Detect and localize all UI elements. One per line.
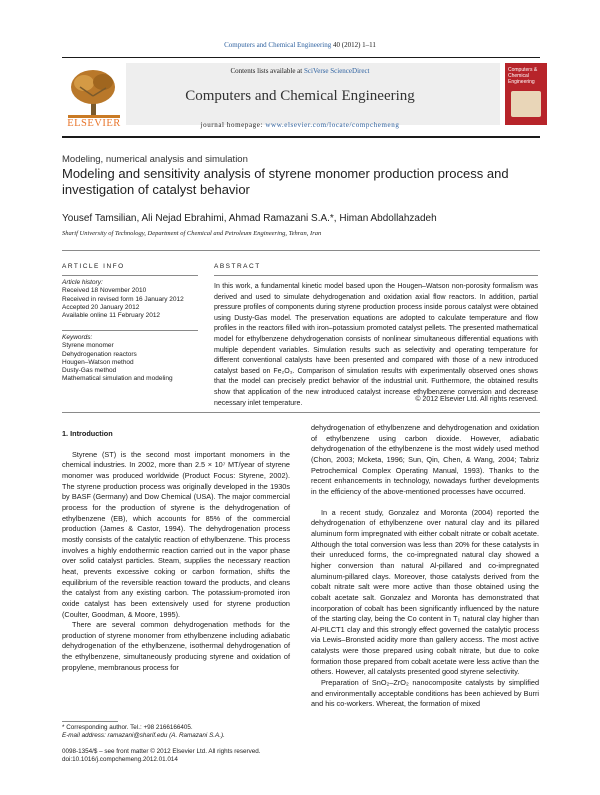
journal-cover[interactable] <box>505 63 547 125</box>
abstract-bottom-rule <box>62 412 540 413</box>
article-title <box>62 166 542 198</box>
intro-left-column <box>62 429 290 673</box>
paragraph: In a recent study, Gonzalez and Moronta (2004) reported the dehydrogenation of ethylbenzene over natural clay and its pillared aluminum form impregnated with either cobalt nitrate or cobalt acetate. Although the total conversion was less than 20% for these catalysts in their unreduced forms, the co-impregnated natural clay showed a higher conversion than natural Al-pillared and co-impregnated aluminum-pillared clays. Moreover, those catalysts derived from the cobalt nitrate salt were more active than those obtained using the cobalt acetate salt. Gonzalez and Moronta has demonstrated that incorporation of cobalt has been significantly influenced by the nature of the starting clay, being the Co content in T₁ natural clay higher than Al-PILCT1 clay and this strongly effect governed the catalytic process via Lewis–Bronsted acidity more than gallery access. The most active catalysts were those prepared using cobalt nitrate, but due to coke formation those prepared from cobalt acetate were less active than the others. However, all catalysts presented good styrene selectivity. <box>311 507 539 677</box>
article-info-heading: ARTICLE INFO <box>62 263 125 270</box>
paragraph: Preparation of SnO₂–ZrO₂ nanocomposite catalysts by simplified and environmentally acceptable conditions has been achieved by Burri and his co-workers. Whereat, the formation of mixed <box>311 678 539 709</box>
citation-volume: 40 (2012) 1–11 <box>331 41 376 49</box>
homepage-prefix: journal homepage: <box>200 121 266 129</box>
keyword-item: Dehydrogenation reactors <box>62 350 137 358</box>
sciencedirect-link[interactable]: SciVerse ScienceDirect <box>304 67 370 75</box>
elsevier-wordmark: ELSEVIER <box>67 118 121 129</box>
header-rule-bottom <box>62 136 540 138</box>
journal-title: Computers and Chemical Engineering <box>185 88 415 104</box>
title-line-2: investigation of catalyst behavior <box>62 182 250 197</box>
paragraph: dehydrogenation of ethylbenzene and dehydrogenation and oxidation of ethylbenzene using carbon dioxide. However, adiabatic dehydrogenation of the ethylbenzene is the most widely used method (Chon, 2003; Mcketa, 1996; Sun, Qin, Chen, & Wang, 2004; Tabriz Petrochemical Complex Operating Manual, 1993). Thanks to the recent enhancements in technology, nowadays further developments in the efficiency of the above-mentioned processes have occurred. <box>311 423 539 496</box>
history-item: Received 18 November 2010 <box>62 287 147 295</box>
abstract-text: In this work, a fundamental kinetic model based upon the Hougen–Watson non-porosity formalism was derived and used to simulate dehydrogenation and oxidation axial flow reactors. In addition, partial pressure profiles of components during styrene production process inside porous catalyst were obtained using Dusty-Gas model. The preservation equations are adopted to calculate temperature and flow profiles in the reactors filled with iron–potassium promoted catalyst pellets. The presented mathematical model for ethylbenzene dehydrogenation consists of nonlinear simultaneous differential equations with multiple dependent variables. Simulation results such as selectivity and operating temperature for different conventional catalysts have been presented and compared with those of a new introduced catalyst based on Fe₂O₃. Comparison of simulation results with experimentally observed ones shows that the model can precisely predict behavior of the industrial unit. Furthermore, the obtained results show that application of the new introduced catalyst increase ethylbenzene conversion and decrease necessary inlet temperature. <box>214 283 538 407</box>
intro-right-column <box>311 423 539 710</box>
keyword-item: Hougen–Watson method <box>62 358 134 366</box>
history-label: Article history: <box>62 279 103 286</box>
keyword-item: Dusty-Gas method <box>62 367 117 375</box>
issn-line: 0098-1354/$ – see front matter © 2012 Elsevier Ltd. All rights reserved. <box>62 748 261 755</box>
footnote-rule <box>62 721 118 722</box>
history-item: Received in revised form 16 January 2012 <box>62 295 184 303</box>
contents-prefix: Contents lists available at <box>230 67 304 75</box>
abstract-heading: ABSTRACT <box>214 263 261 270</box>
cover-title: Computers & Chemical Engineering <box>508 67 538 85</box>
homepage-link[interactable]: www.elsevier.com/locate/compchemeng <box>265 121 400 129</box>
doi-line[interactable]: doi:10.1016/j.compchemeng.2012.01.014 <box>62 756 178 763</box>
abstract-rule <box>214 275 538 276</box>
citation-journal-link[interactable]: Computers and Chemical Engineering <box>224 41 332 49</box>
section-label: Modeling, numerical analysis and simulation <box>62 154 248 165</box>
paragraph: Styrene (ST) is the second most important monomers in the chemical industries. In 2002, more than 2.5 × 10⁷ MT/year of styrene monomer was produced worldwide (Product Focus: Styrene, 2002). The styrene production process was originally developed in the 1930s by BASF (Germany) and Dow Chemical (USA). The major commercial process for the production of styrene is the dehydrogenation of ethylbenzene (EB), which accounts for 85% of the commercial production (James & Castor, 1994). The dehydrogenation process mostly consists of the catalytic reaction of ethylbenzene. This process involves a highly endothermic reaction carried out in the vapor phase over solid catalyst particles. Steam, supplies the necessary reaction heat, prevents excessive coking or carbon formation, shifts the equilibrium of the reversible reaction toward the products, and cleans the catalyst from any existing carbon. The potassium-promoted iron oxide catalyst has been extensively used for styrene production (Coulter, Goodman, & Moore, 1995). <box>62 449 290 619</box>
keywords-label: Keywords: <box>62 334 93 341</box>
copyright: © 2012 Elsevier Ltd. All rights reserved. <box>415 396 538 403</box>
keyword-item: Styrene monomer <box>62 342 114 350</box>
keywords <box>62 334 202 384</box>
affiliation: Sharif University of Technology, Department of Chemical and Petroleum Engineering, Tehran, Iran <box>62 230 322 237</box>
header-rule-top <box>62 57 540 58</box>
cover-image <box>511 91 541 117</box>
keywords-rule <box>62 330 198 331</box>
corresponding-author: * Corresponding author. Tel.: +98 2166166405. <box>62 724 193 731</box>
keyword-item: Mathematical simulation and modeling <box>62 375 173 383</box>
email-address: E-mail address: ramazani@sharif.edu (A. Ramazani S.A.). <box>62 732 225 739</box>
history-item: Available online 11 February 2012 <box>62 312 161 320</box>
article-info-rule <box>62 275 198 276</box>
intro-heading: 1. Introduction <box>62 429 113 438</box>
article-history <box>62 279 202 320</box>
paragraph: There are several common dehydrogenation methods for the production of styrene monomer from ethylbenzene including adiabatic dehydrogenation of the ethylbenzene, isothermal dehydrogenation of the ethylbenzene, simultaneously producing styrene and oxidation of propylene, membranous process for <box>62 620 290 672</box>
history-item: Accepted 20 January 2012 <box>62 303 140 311</box>
author-list: Yousef Tamsilian, Ali Nejad Ebrahimi, Ahmad Ramazani S.A.*, Himan Abdollahzadeh <box>62 213 437 224</box>
title-line-1: Modeling and sensitivity analysis of styrene monomer production process and <box>62 166 509 181</box>
affiliation-rule <box>62 250 540 251</box>
citation-line <box>0 41 600 49</box>
